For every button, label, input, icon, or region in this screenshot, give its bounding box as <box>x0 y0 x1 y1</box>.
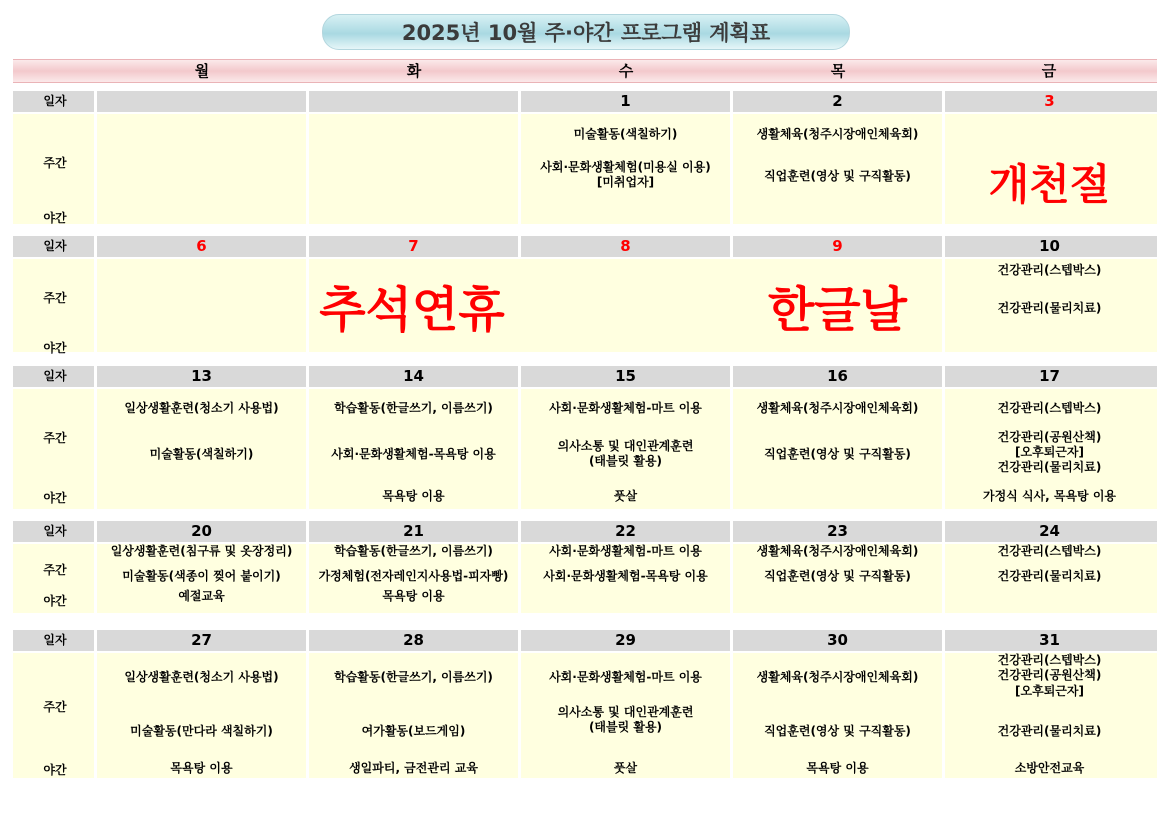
day-program: 의사소통 및 대인관계훈련 <box>557 439 694 453</box>
date-number: 17 <box>1039 367 1060 385</box>
day-program: 직업훈련(영상 및 구직활동) <box>764 569 911 583</box>
schedule-cell <box>521 544 730 613</box>
column-divider <box>942 653 945 778</box>
date-label: 일자 <box>43 369 67 383</box>
day-program: 건강관리(스텝박스) <box>997 653 1102 667</box>
schedule-cell <box>97 653 306 778</box>
column-divider <box>94 91 97 112</box>
date-number: 1 <box>620 92 631 110</box>
date-number: 31 <box>1039 631 1060 649</box>
date-bar <box>13 91 1157 112</box>
column-divider <box>306 653 309 778</box>
day-program: 건강관리(스텝박스) <box>997 401 1102 415</box>
day-label: 주간 <box>43 700 67 714</box>
schedule-cell <box>521 653 730 778</box>
day-program: 직업훈련(영상 및 구직활동) <box>764 447 911 461</box>
column-divider <box>94 114 97 224</box>
date-number: 9 <box>832 237 843 255</box>
column-divider <box>94 236 97 257</box>
date-number: 24 <box>1039 522 1060 540</box>
column-divider <box>518 366 521 387</box>
night-program: 풋살 <box>613 489 638 503</box>
night-label: 야간 <box>43 491 67 505</box>
weekday-fri: 금 <box>1041 62 1057 80</box>
day-label: 주간 <box>43 431 67 445</box>
week-body <box>13 544 1157 613</box>
column-divider <box>306 366 309 387</box>
schedule-cell <box>97 389 306 509</box>
schedule-cell <box>309 114 518 224</box>
date-label: 일자 <box>43 94 67 108</box>
column-divider <box>94 653 97 778</box>
schedule-cell <box>733 114 942 224</box>
date-number: 30 <box>827 631 848 649</box>
holiday-label: 개천절 <box>988 160 1111 209</box>
day-program: 학습활동(한글쓰기, 이름쓰기) <box>334 544 493 558</box>
schedule-cell <box>97 114 306 224</box>
date-number <box>309 91 518 112</box>
night-program: 목욕탕 이용 <box>382 489 445 503</box>
night-program: 생일파티, 금전관리 교육 <box>349 761 478 775</box>
day-program: [오후퇴근자] <box>1015 684 1084 698</box>
date-bar <box>13 630 1157 651</box>
night-label: 야간 <box>43 763 67 777</box>
schedule-cell <box>945 653 1154 778</box>
week-body <box>13 114 1157 224</box>
column-divider <box>518 630 521 651</box>
column-divider <box>942 630 945 651</box>
date-number: 22 <box>615 522 636 540</box>
schedule-cell <box>309 544 518 613</box>
date-number: 8 <box>620 237 631 255</box>
column-divider <box>94 544 97 613</box>
day-program: 건강관리(공원산책) <box>997 430 1102 444</box>
day-program: 일상생활훈련(침구류 및 옷장정리) <box>110 544 293 558</box>
schedule-cell <box>521 389 730 509</box>
day-program: 일상생활훈련(청소기 사용법) <box>124 401 279 415</box>
day-program: 건강관리(공원산책) <box>997 668 1102 682</box>
night-program: 소방안전교육 <box>1014 761 1085 775</box>
column-divider <box>730 366 733 387</box>
date-number: 27 <box>191 631 212 649</box>
day-program: 생활체육(청주시장애인체육회) <box>756 544 919 558</box>
day-program: 사회·문화생활체험(미용실 이용) <box>540 160 711 174</box>
column-divider <box>730 630 733 651</box>
night-label: 야간 <box>43 211 67 225</box>
week-body <box>13 389 1157 509</box>
day-label: 주간 <box>43 156 67 170</box>
day-program: 직업훈련(영상 및 구직활동) <box>764 169 911 183</box>
column-divider <box>306 114 309 224</box>
weekday-tue: 화 <box>406 62 422 80</box>
day-program: 생활체육(청주시장애인체육회) <box>756 670 919 684</box>
column-divider <box>942 91 945 112</box>
schedule-cell <box>521 114 730 224</box>
date-number: 14 <box>403 367 424 385</box>
column-divider <box>94 521 97 542</box>
column-divider <box>730 114 733 224</box>
schedule-cell <box>733 544 942 613</box>
date-bar <box>13 236 1157 257</box>
day-program: 미술활동(색종이 찢어 붙이기) <box>122 569 281 583</box>
column-divider <box>518 653 521 778</box>
date-number: 13 <box>191 367 212 385</box>
column-divider <box>518 521 521 542</box>
schedule-cell <box>945 259 1154 352</box>
week-body <box>13 259 1157 355</box>
date-number: 6 <box>196 237 207 255</box>
column-divider <box>306 521 309 542</box>
night-program: 예절교육 <box>178 589 225 603</box>
date-label: 일자 <box>43 524 67 538</box>
night-label: 야간 <box>43 341 67 355</box>
date-bar <box>13 521 1157 542</box>
night-program: 가정식 식사, 목욕탕 이용 <box>982 489 1116 503</box>
day-program: 미술활동(만다라 색칠하기) <box>130 724 273 738</box>
day-program: 사회·문화생활체험-마트 이용 <box>549 401 702 415</box>
day-program: 가정체험(전자레인지사용법-피자빵) <box>318 569 509 583</box>
column-divider <box>518 236 521 257</box>
day-program: 일상생활훈련(청소기 사용법) <box>124 670 279 684</box>
day-program: 사회·문화생활체험-마트 이용 <box>549 670 702 684</box>
day-program: (태블릿 활용) <box>588 454 663 468</box>
column-divider <box>942 236 945 257</box>
day-program: 사회·문화생활체험-목욕탕 이용 <box>543 569 708 583</box>
day-program: 여가활동(보드게임) <box>361 724 466 738</box>
column-divider <box>306 389 309 509</box>
column-divider <box>730 236 733 257</box>
day-program: 학습활동(한글쓰기, 이름쓰기) <box>334 670 493 684</box>
date-number: 21 <box>403 522 424 540</box>
date-label: 일자 <box>43 633 67 647</box>
day-program: 미술활동(색칠하기) <box>149 447 254 461</box>
day-program: 건강관리(스텝박스) <box>997 263 1102 277</box>
column-divider <box>942 366 945 387</box>
date-bar <box>13 366 1157 387</box>
day-program: [오후퇴근자] <box>1015 445 1084 459</box>
column-divider <box>518 114 521 224</box>
day-program: 건강관리(스텝박스) <box>997 544 1102 558</box>
night-program: 목욕탕 이용 <box>170 761 233 775</box>
column-divider <box>518 91 521 112</box>
page-title: 2025년 10월 주·야간 프로그램 계획표 <box>322 14 850 50</box>
day-program: 사회·문화생활체험-목욕탕 이용 <box>331 447 496 461</box>
day-program: (태블릿 활용) <box>588 720 663 734</box>
column-divider <box>306 544 309 613</box>
night-label: 야간 <box>43 594 67 608</box>
schedule-cell <box>733 389 942 509</box>
column-divider <box>518 544 521 613</box>
schedule-cell <box>97 544 306 613</box>
weekday-thu: 목 <box>830 62 846 80</box>
column-divider <box>94 389 97 509</box>
day-program: 생활체육(청주시장애인체육회) <box>756 127 919 141</box>
schedule-cell <box>733 653 942 778</box>
date-number: 10 <box>1039 237 1060 255</box>
column-divider <box>942 259 945 352</box>
date-number <box>97 91 306 112</box>
day-program: 미술활동(색칠하기) <box>573 127 678 141</box>
day-program: [미취업자] <box>596 175 655 189</box>
schedule-cell <box>309 389 518 509</box>
day-program: 건강관리(물리치료) <box>997 460 1102 474</box>
day-program: 건강관리(물리치료) <box>997 724 1102 738</box>
day-program: 의사소통 및 대인관계훈련 <box>557 705 694 719</box>
date-number: 16 <box>827 367 848 385</box>
week-body <box>13 653 1157 778</box>
column-divider <box>94 630 97 651</box>
holiday-label: 한글날 <box>767 282 908 338</box>
column-divider <box>94 366 97 387</box>
column-divider <box>730 91 733 112</box>
date-number: 29 <box>615 631 636 649</box>
date-number: 7 <box>408 237 419 255</box>
column-divider <box>730 544 733 613</box>
day-program: 건강관리(물리치료) <box>997 301 1102 315</box>
column-divider <box>942 521 945 542</box>
date-number: 28 <box>403 631 424 649</box>
date-number: 3 <box>1044 92 1055 110</box>
day-program: 건강관리(물리치료) <box>997 569 1102 583</box>
day-program: 학습활동(한글쓰기, 이름쓰기) <box>334 401 493 415</box>
column-divider <box>306 630 309 651</box>
night-program: 목욕탕 이용 <box>382 589 445 603</box>
schedule-cell <box>945 544 1154 613</box>
date-number: 23 <box>827 522 848 540</box>
weekday-header <box>13 59 1157 83</box>
date-number: 2 <box>832 92 843 110</box>
night-program: 풋살 <box>613 761 638 775</box>
weekday-mon: 월 <box>194 62 210 80</box>
column-divider <box>730 389 733 509</box>
date-label: 일자 <box>43 239 67 253</box>
night-program: 목욕탕 이용 <box>806 761 869 775</box>
weekday-wed: 수 <box>618 62 634 80</box>
column-divider <box>306 236 309 257</box>
schedule-cell <box>945 389 1154 509</box>
column-divider <box>306 91 309 112</box>
schedule-cell <box>309 653 518 778</box>
column-divider <box>942 544 945 613</box>
column-divider <box>942 389 945 509</box>
day-program: 직업훈련(영상 및 구직활동) <box>764 724 911 738</box>
day-program: 생활체육(청주시장애인체육회) <box>756 401 919 415</box>
holiday-label: 추석연휴 <box>319 282 505 338</box>
column-divider <box>518 389 521 509</box>
column-divider <box>730 653 733 778</box>
day-label: 주간 <box>43 291 67 305</box>
day-program: 사회·문화생활체험-마트 이용 <box>549 544 702 558</box>
date-number: 15 <box>615 367 636 385</box>
day-label: 주간 <box>43 563 67 577</box>
date-number: 20 <box>191 522 212 540</box>
column-divider <box>730 521 733 542</box>
